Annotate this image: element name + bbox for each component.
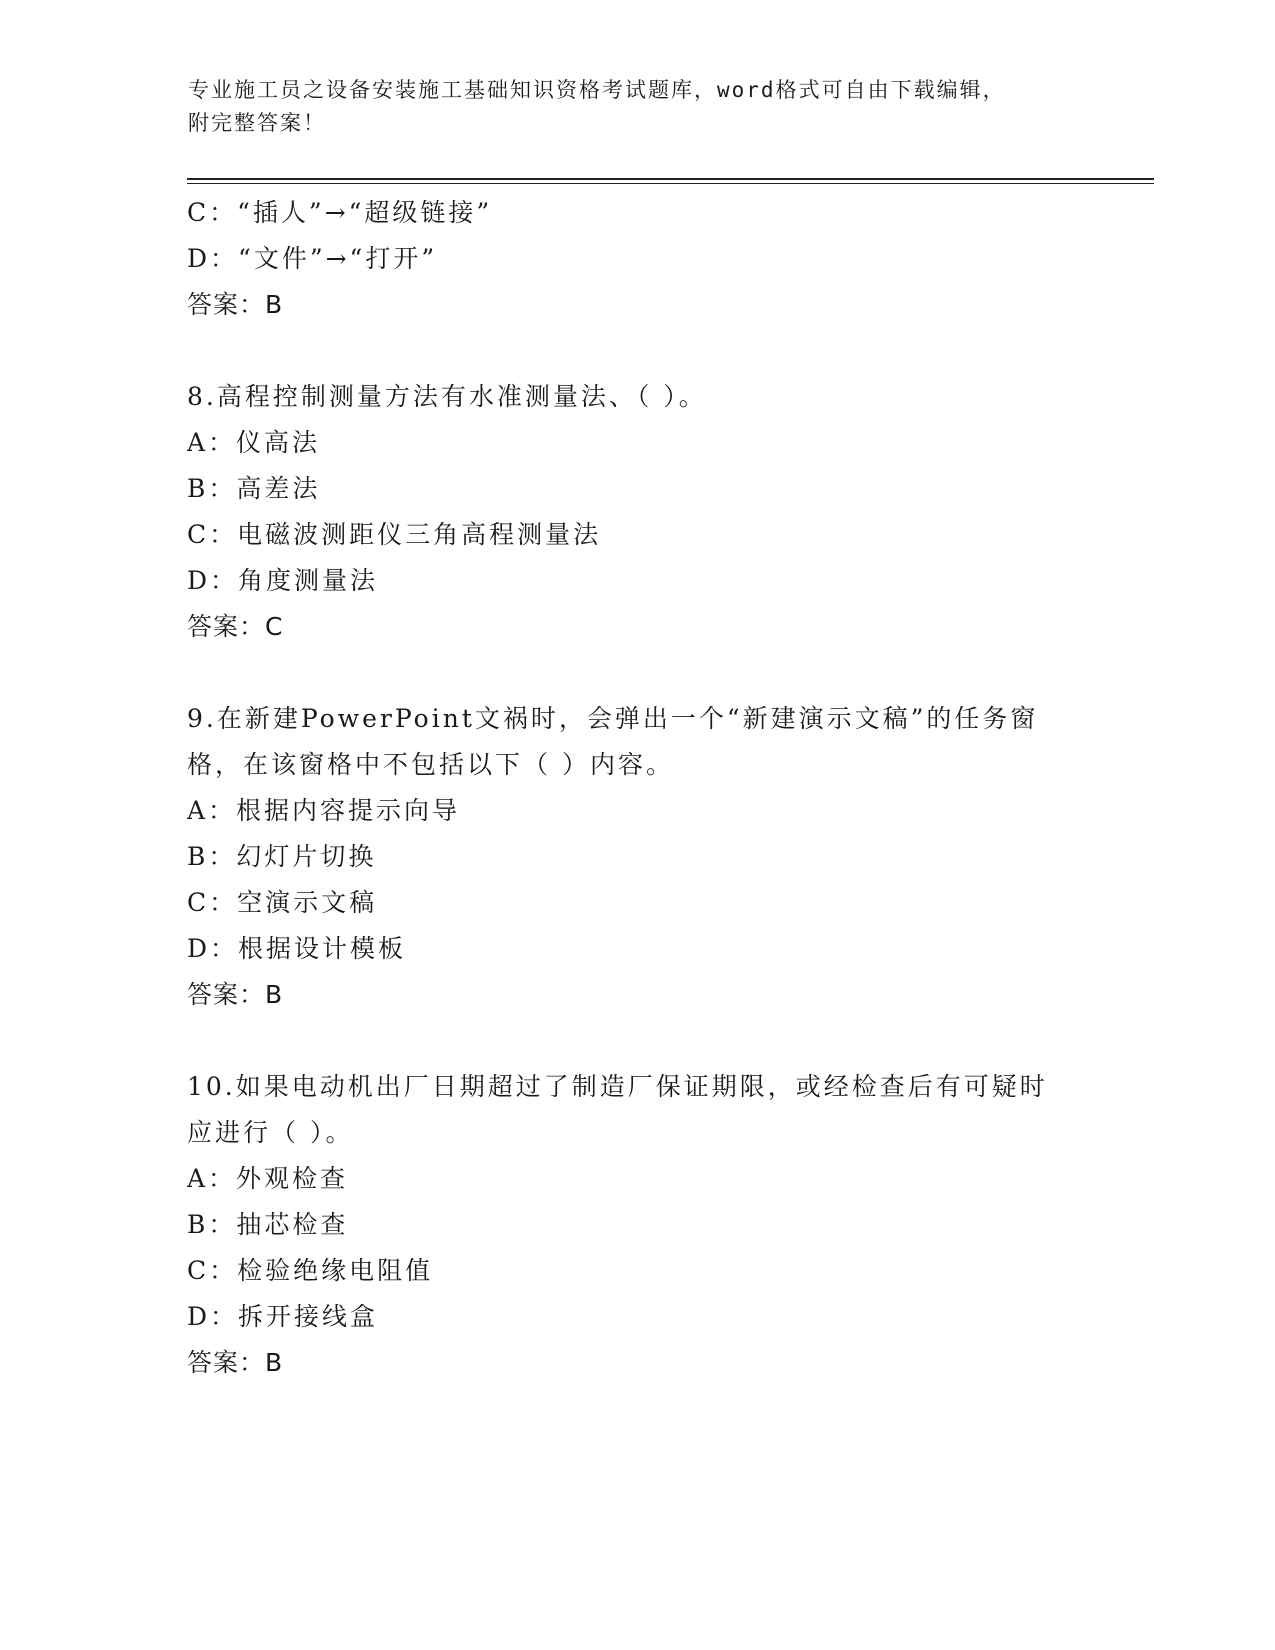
option-b: B：高差法 <box>187 474 321 503</box>
answer-line: 答案：B <box>187 980 284 1009</box>
option-c: C：“插人”→“超级链接” <box>187 198 493 227</box>
question-stem-line1: 9.在新建PowerPoint文祸时，会弹出一个“新建演示文稿”的任务窗 <box>187 704 1039 733</box>
option-d: D：“文件”→“打开” <box>187 244 438 273</box>
document-header <box>188 74 1088 140</box>
question-stem-line2: 格，在该窗格中不包括以下（ ）内容。 <box>187 750 674 779</box>
header-divider-thick <box>187 178 1154 180</box>
option-a: A：仪高法 <box>187 428 321 457</box>
question-10-block <box>187 1064 1087 1386</box>
option-a: A：外观检查 <box>187 1164 349 1193</box>
prev-question-block <box>187 190 1087 328</box>
header-title-line1: 专业施工员之设备安装施工基础知识资格考试题库，word格式可自由下载编辑， <box>188 78 1006 102</box>
spacer <box>187 1018 1087 1064</box>
option-b: B：幻灯片切换 <box>187 842 377 871</box>
option-c: C：空演示文稿 <box>187 888 378 917</box>
question-stem-line2: 应进行（ ）。 <box>187 1118 354 1147</box>
answer-line: 答案：C <box>187 612 284 641</box>
question-8-block <box>187 374 1087 650</box>
spacer <box>187 650 1087 696</box>
answer-line: 答案：B <box>187 290 284 319</box>
answer-line: 答案：B <box>187 1348 284 1377</box>
option-c: C：检验绝缘电阻值 <box>187 1256 434 1285</box>
option-d: D：角度测量法 <box>187 566 379 595</box>
question-content <box>187 190 1087 1386</box>
question-stem: 8.高程控制测量方法有水准测量法、（ ）。 <box>187 382 707 411</box>
spacer <box>187 328 1087 374</box>
question-stem-line1: 10.如果电动机出厂日期超过了制造厂保证期限，或经检查后有可疑时 <box>187 1072 1048 1101</box>
option-b: B：抽芯检查 <box>187 1210 349 1239</box>
option-c: C：电磁波测距仪三角高程测量法 <box>187 520 602 549</box>
header-divider-thin <box>187 183 1154 184</box>
question-9-block <box>187 696 1087 1018</box>
option-d: D：根据设计模板 <box>187 934 407 963</box>
option-a: A：根据内容提示向导 <box>187 796 461 825</box>
header-title-line2: 附完整答案！ <box>188 111 326 135</box>
option-d: D：拆开接线盒 <box>187 1302 379 1331</box>
